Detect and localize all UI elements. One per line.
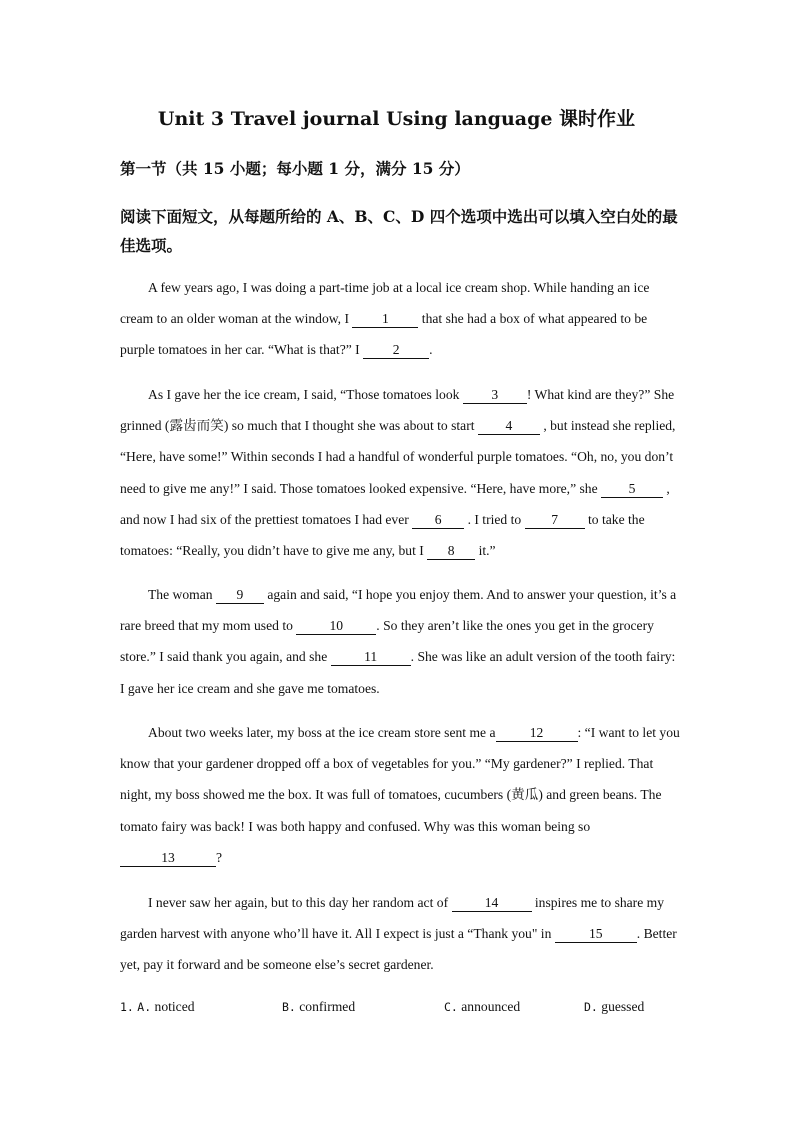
blank-11: 11	[331, 649, 411, 666]
passage-text: The woman	[148, 587, 216, 602]
blank-15: 15	[555, 926, 637, 943]
blank-6: 6	[412, 512, 464, 529]
option-c-text: announced	[461, 999, 521, 1014]
blank-10: 10	[296, 618, 376, 635]
passage-paragraph-4	[120, 717, 680, 873]
blank-8: 8	[427, 543, 475, 560]
passage-text: . She was like an adult version of the tooth fairy: I gave her ice cream and she gave me tomatoes.	[120, 649, 676, 696]
question-1-options	[120, 999, 680, 1021]
passage-paragraph-5	[120, 887, 680, 981]
passage-text: , but instead she replied, “Here, have some!” Within seconds I had a handful of wonderful purple tomatoes. “Oh, no, you don’t need to give me any!” I said. Those tomatoes looked expensive. “Here, have more,” she	[120, 418, 676, 496]
blank-7: 7	[525, 512, 585, 529]
section-heading: 第一节（共 15 小题；每小题 1 分，满分 15 分）	[120, 159, 470, 178]
option-a-text: noticed	[154, 999, 195, 1014]
blank-4: 4	[478, 418, 540, 435]
option-b-letter: B.	[282, 1000, 296, 1014]
blank-2: 2	[363, 342, 429, 359]
passage-text: .	[429, 342, 433, 358]
passage-text: ! What kind are they?” She grinned (露齿而笑) so much that I thought she was about to start	[120, 387, 675, 434]
passage-text: , and now I had six of the prettiest tomatoes I had ever	[120, 480, 670, 527]
option-group-b	[282, 999, 355, 1015]
blank-12: 12	[496, 725, 578, 742]
passage-text: About two weeks later, my boss at the ice cream store sent me a	[148, 725, 496, 740]
option-group-d	[584, 999, 644, 1015]
passage-text: As I gave her the ice cream, I said, “Those tomatoes look	[148, 387, 463, 402]
blank-13: 13	[120, 850, 216, 867]
passage-text: inspires me to share my garden harvest with anyone who’ll have it. All I expect is just a “Thank you" in	[120, 895, 665, 942]
blank-9: 9	[216, 587, 264, 604]
passage-text: that she had a box of what appeared to be purple tomatoes in her car. “What is that?” I	[120, 311, 648, 358]
option-group-c	[444, 999, 520, 1015]
page-title: Unit 3 Travel journal Using language 课时作业	[157, 108, 636, 130]
passage-text: A few years ago, I was doing a part-time job at a local ice cream shop. While handing an ice cream to an older woman at the window, I	[120, 280, 650, 327]
passage-text: . Better yet, pay it forward and be someone else’s secret gardener.	[120, 926, 677, 973]
instruction-text: 阅读下面短文，从每题所给的 A、B、C、D 四个选项中选出可以填入空白处的最佳选项。	[120, 207, 678, 255]
blank-1: 1	[352, 311, 418, 328]
passage-paragraph-1	[120, 272, 680, 366]
blank-5: 5	[601, 481, 663, 498]
passage-paragraph-3	[120, 579, 680, 704]
option-d-text: guessed	[601, 999, 645, 1014]
question-number: 1.	[120, 1000, 134, 1014]
option-c-letter: C.	[444, 1000, 458, 1014]
blank-3: 3	[463, 387, 527, 404]
blank-14: 14	[452, 895, 532, 912]
passage-text: : “I want to let you know that your gardener dropped off a box of vegetables for you.” “My gardener?” I replied. That night, my boss showed me the box. It was full of tomatoes, cucumbers (黄瓜) and green beans. The tomato fairy was back! I was both happy and confused. Why was this woman being so	[120, 725, 680, 834]
passage-paragraph-2	[120, 379, 680, 566]
passage-text: to take the tomatoes: “Really, you didn’t have to give me any, but I	[120, 511, 645, 559]
passage-text: . So they aren’t like the ones you get in the grocery store.” I said thank you again, and she	[120, 618, 654, 665]
option-a-letter: A.	[137, 1000, 152, 1014]
passage-text: . I tried to	[464, 511, 525, 527]
option-group-a	[120, 999, 195, 1015]
option-b-text: confirmed	[299, 999, 356, 1014]
option-d-letter: D.	[584, 1000, 598, 1014]
passage-text: ?	[216, 849, 223, 865]
passage-text: again and said, “I hope you enjoy them. And to answer your question, it’s a rare breed that my mom used to	[120, 587, 677, 634]
passage-text: it.”	[475, 543, 496, 559]
passage-text: I never saw her again, but to this day her random act of	[148, 895, 452, 910]
